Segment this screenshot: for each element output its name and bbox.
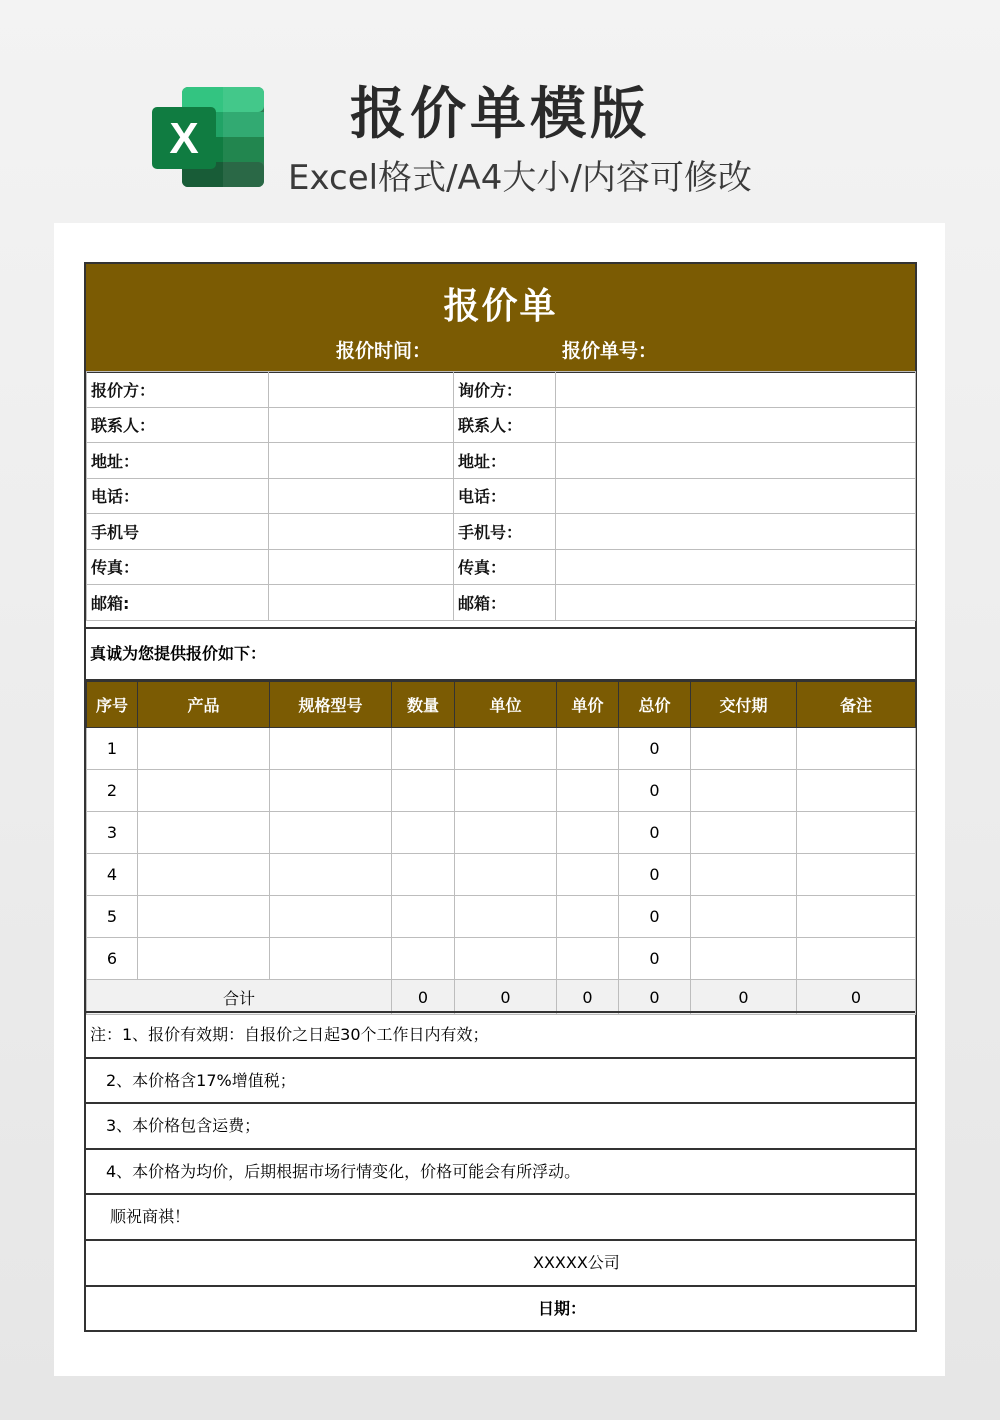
- table-cell[interactable]: [455, 854, 557, 896]
- row-number-cell: 6: [87, 938, 138, 980]
- table-cell[interactable]: [270, 812, 392, 854]
- table-cell[interactable]: [138, 896, 270, 938]
- table-cell[interactable]: [557, 896, 619, 938]
- row-total-cell: 0: [619, 854, 691, 896]
- company-name: XXXXX公司: [86, 1239, 915, 1285]
- totals-row: [87, 980, 916, 1015]
- total-total-cell: 0: [619, 980, 691, 1015]
- row-number-cell: 5: [87, 896, 138, 938]
- column-header: 序号: [87, 682, 138, 728]
- row-total-cell: 0: [619, 728, 691, 770]
- row-total-cell: 0: [619, 938, 691, 980]
- info-row: [87, 585, 916, 621]
- column-header: 数量: [392, 682, 455, 728]
- notes-section: [86, 1011, 915, 1330]
- table-cell[interactable]: [138, 854, 270, 896]
- table-cell[interactable]: [138, 728, 270, 770]
- info-left-value[interactable]: [269, 443, 454, 479]
- row-total-cell: 0: [619, 770, 691, 812]
- row-number-cell: 4: [87, 854, 138, 896]
- quote-time-label: 报价时间：: [336, 340, 432, 362]
- row-total-cell: 0: [619, 812, 691, 854]
- info-left-label: 地址：: [87, 443, 269, 479]
- sheet-title: 报价单: [443, 286, 558, 327]
- column-header: 总价: [619, 682, 691, 728]
- column-header: 单价: [557, 682, 619, 728]
- table-cell[interactable]: [270, 770, 392, 812]
- quote-number-label: 报价单号：: [562, 340, 658, 362]
- info-left-value[interactable]: [269, 372, 454, 408]
- table-row: [87, 812, 916, 854]
- total-remark-cell: 0: [797, 980, 916, 1015]
- table-cell[interactable]: [138, 938, 270, 980]
- column-header: 规格型号: [270, 682, 392, 728]
- column-header: 交付期: [691, 682, 797, 728]
- column-header: 单位: [455, 682, 557, 728]
- info-right-label: 手机号：: [454, 514, 556, 550]
- note-3: 3、本价格包含运费；: [86, 1102, 915, 1148]
- excel-logo-icon: [152, 87, 264, 187]
- table-cell[interactable]: [691, 896, 797, 938]
- info-left-value[interactable]: [269, 514, 454, 550]
- table-cell[interactable]: [797, 812, 916, 854]
- info-right-value[interactable]: [556, 443, 916, 479]
- table-cell[interactable]: [270, 854, 392, 896]
- table-row: [87, 770, 916, 812]
- table-cell[interactable]: [557, 854, 619, 896]
- table-cell[interactable]: [392, 938, 455, 980]
- table-cell[interactable]: [557, 812, 619, 854]
- table-cell[interactable]: [270, 896, 392, 938]
- table-row: [87, 854, 916, 896]
- table-cell[interactable]: [392, 728, 455, 770]
- info-left-label: 联系人：: [87, 407, 269, 443]
- table-cell[interactable]: [797, 854, 916, 896]
- info-right-value[interactable]: [556, 372, 916, 408]
- banner: [0, 0, 1000, 215]
- row-number-cell: 3: [87, 812, 138, 854]
- row-number-cell: 2: [87, 770, 138, 812]
- sheet-header: [86, 264, 915, 373]
- total-unit-cell: 0: [455, 980, 557, 1015]
- info-right-label: 询价方：: [454, 372, 556, 408]
- column-header: 产品: [138, 682, 270, 728]
- table-cell[interactable]: [455, 938, 557, 980]
- table-cell[interactable]: [691, 728, 797, 770]
- info-right-value[interactable]: [556, 478, 916, 514]
- info-right-label: 电话：: [454, 478, 556, 514]
- row-total-cell: 0: [619, 896, 691, 938]
- info-row: [87, 372, 916, 408]
- table-cell[interactable]: [392, 854, 455, 896]
- date-label: 日期：: [86, 1285, 915, 1331]
- banner-title: 报价单模版: [350, 82, 650, 147]
- info-right-label: 地址：: [454, 443, 556, 479]
- note-2: 2、本价格含17%增值税；: [86, 1057, 915, 1103]
- table-cell[interactable]: [557, 938, 619, 980]
- info-left-value[interactable]: [269, 585, 454, 621]
- table-cell[interactable]: [455, 770, 557, 812]
- info-right-value[interactable]: [556, 407, 916, 443]
- table-cell[interactable]: [557, 770, 619, 812]
- info-right-value[interactable]: [556, 585, 916, 621]
- info-row: [87, 407, 916, 443]
- totals-label: 合计: [87, 980, 392, 1015]
- table-row: [87, 938, 916, 980]
- table-cell[interactable]: [455, 896, 557, 938]
- table-cell[interactable]: [557, 728, 619, 770]
- table-cell[interactable]: [270, 728, 392, 770]
- table-cell[interactable]: [392, 812, 455, 854]
- info-right-value[interactable]: [556, 514, 916, 550]
- table-cell[interactable]: [138, 812, 270, 854]
- row-number-cell: 1: [87, 728, 138, 770]
- total-qty-cell: 0: [392, 980, 455, 1015]
- table-cell[interactable]: [270, 938, 392, 980]
- table-cell[interactable]: [797, 938, 916, 980]
- info-right-value[interactable]: [556, 549, 916, 585]
- info-left-label: 电话：: [87, 478, 269, 514]
- closing-greeting: 顺祝商祺！: [86, 1193, 915, 1239]
- info-left-label: 邮箱:: [87, 585, 269, 621]
- table-cell[interactable]: [392, 896, 455, 938]
- items-table: [86, 681, 916, 1015]
- note-4: 4、本价格为均价，后期根据市场行情变化，价格可能会有所浮动。: [86, 1148, 915, 1194]
- table-cell[interactable]: [691, 812, 797, 854]
- banner-subtitle: Excel格式/A4大小/内容可修改: [288, 158, 752, 198]
- note-1: 注：1、报价有效期：自报价之日起30个工作日内有效；: [86, 1011, 915, 1057]
- table-cell[interactable]: [797, 728, 916, 770]
- info-row: [87, 478, 916, 514]
- total-price-cell: 0: [557, 980, 619, 1015]
- table-cell[interactable]: [691, 770, 797, 812]
- excel-logo-letter: X: [169, 114, 199, 163]
- info-row: [87, 443, 916, 479]
- info-left-value[interactable]: [269, 407, 454, 443]
- table-cell[interactable]: [455, 812, 557, 854]
- total-delivery-cell: 0: [691, 980, 797, 1015]
- info-left-label: 报价方：: [87, 372, 269, 408]
- table-cell[interactable]: [797, 770, 916, 812]
- info-row: [87, 549, 916, 585]
- table-row: [87, 728, 916, 770]
- info-row: [87, 514, 916, 550]
- table-row: [87, 896, 916, 938]
- info-right-label: 传真：: [454, 549, 556, 585]
- table-cell[interactable]: [455, 728, 557, 770]
- table-cell[interactable]: [392, 770, 455, 812]
- party-info-table: [86, 371, 916, 621]
- intro-text: 真诚为您提供报价如下：: [86, 627, 915, 681]
- table-cell[interactable]: [138, 770, 270, 812]
- table-cell[interactable]: [797, 896, 916, 938]
- quotation-sheet: [84, 262, 917, 1332]
- info-right-label: 邮箱：: [454, 585, 556, 621]
- info-left-value[interactable]: [269, 549, 454, 585]
- info-left-value[interactable]: [269, 478, 454, 514]
- info-left-label: 传真：: [87, 549, 269, 585]
- table-cell[interactable]: [691, 938, 797, 980]
- column-header: 备注: [797, 682, 916, 728]
- info-left-label: 手机号: [87, 514, 269, 550]
- info-right-label: 联系人：: [454, 407, 556, 443]
- table-cell[interactable]: [691, 854, 797, 896]
